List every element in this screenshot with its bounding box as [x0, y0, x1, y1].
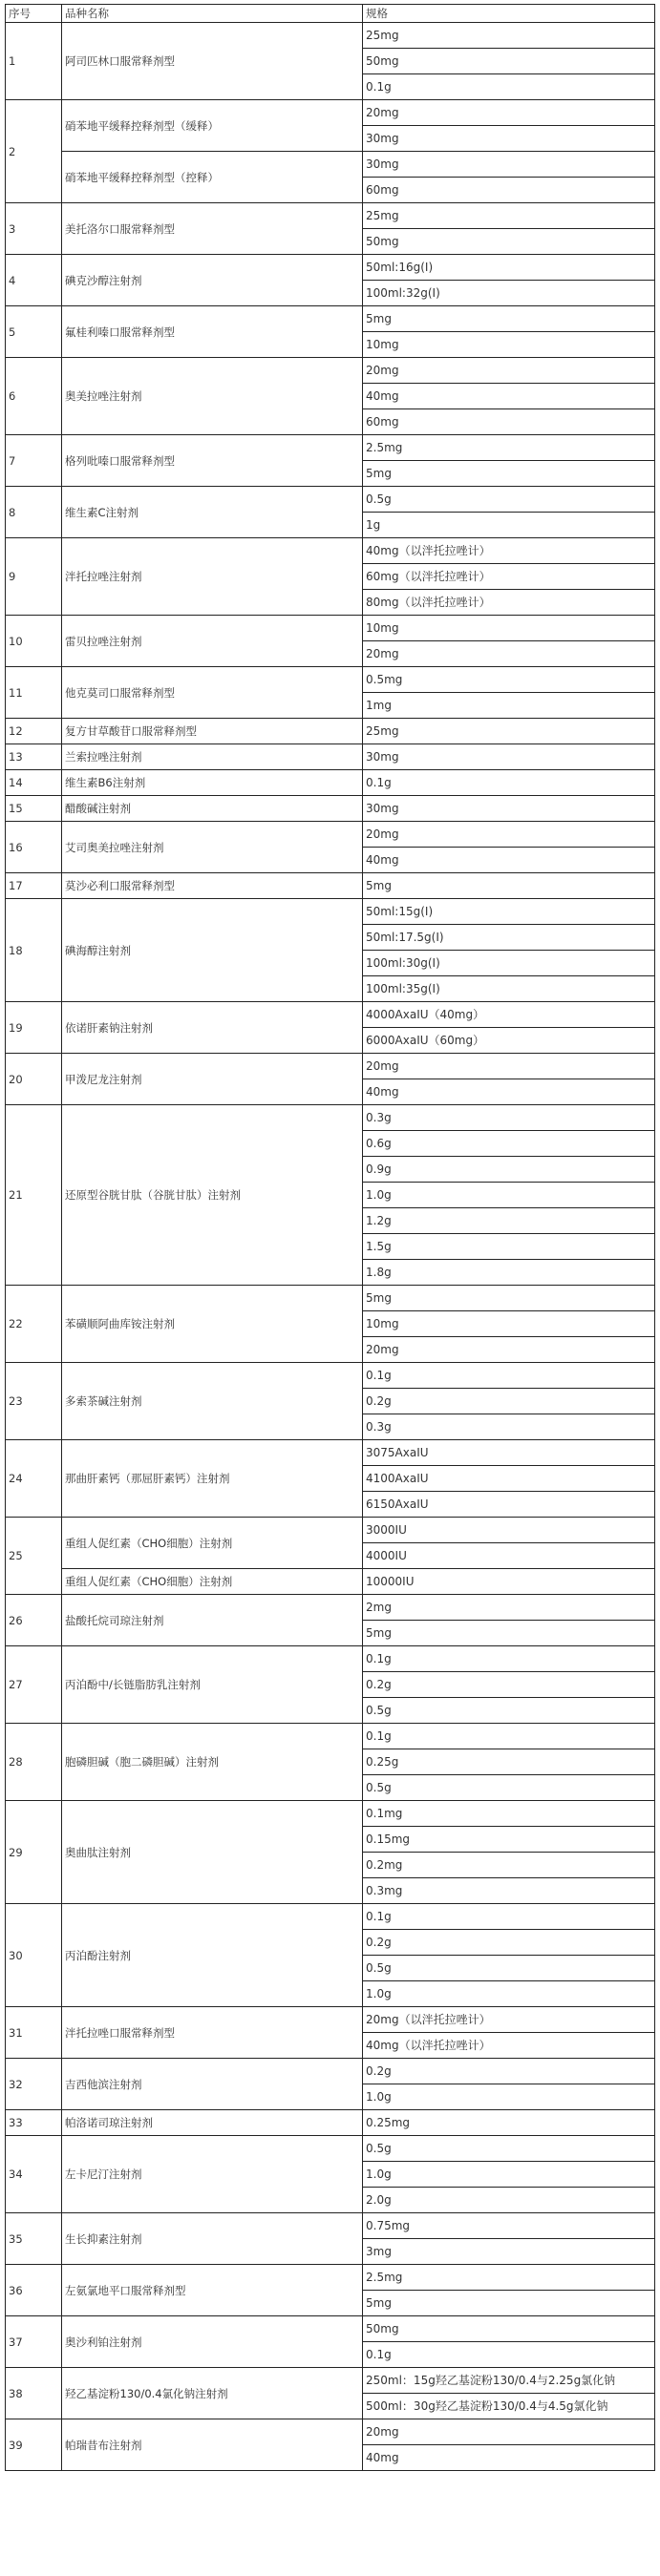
drug-name: 艾司奥美拉唑注射剂	[62, 822, 363, 873]
drug-name: 硝苯地平缓释控释剂型（控释）	[62, 152, 363, 203]
row-number: 32	[6, 2059, 62, 2110]
drug-spec: 10mg	[363, 1311, 655, 1337]
drug-name: 醋酸碱注射剂	[62, 796, 363, 822]
row-number: 11	[6, 667, 62, 719]
drug-spec: 10mg	[363, 616, 655, 641]
drug-spec: 1.2g	[363, 1208, 655, 1234]
row-number: 2	[6, 100, 62, 203]
table-row	[6, 435, 655, 461]
drug-spec: 0.5mg	[363, 667, 655, 693]
row-number: 7	[6, 435, 62, 487]
drug-name: 胞磷胆碱（胞二磷胆碱）注射剂	[62, 1724, 363, 1801]
row-number: 38	[6, 2368, 62, 2419]
drug-name: 奥沙利铂注射剂	[62, 2316, 363, 2368]
table-row	[6, 1904, 655, 1930]
drug-name: 吉西他滨注射剂	[62, 2059, 363, 2110]
row-number: 30	[6, 1904, 62, 2007]
drug-name: 硝苯地平缓释控释剂型（缓释）	[62, 100, 363, 152]
drug-spec: 0.5g	[363, 1775, 655, 1801]
drug-spec: 0.6g	[363, 1131, 655, 1157]
drug-spec: 1.0g	[363, 1981, 655, 2007]
row-number: 17	[6, 873, 62, 899]
table-row	[6, 616, 655, 641]
row-number: 10	[6, 616, 62, 667]
drug-name: 莫沙必利口服常释剂型	[62, 873, 363, 899]
drug-spec: 50mg	[363, 49, 655, 74]
drug-spec: 20mg	[363, 2419, 655, 2445]
row-number: 8	[6, 487, 62, 538]
row-number: 29	[6, 1801, 62, 1904]
drug-name: 奥曲肽注射剂	[62, 1801, 363, 1904]
drug-spec: 1mg	[363, 693, 655, 719]
drug-name: 依诺肝素钠注射剂	[62, 1002, 363, 1054]
drug-spec: 80mg（以泮托拉唑计）	[363, 590, 655, 616]
drug-name: 兰索拉唑注射剂	[62, 744, 363, 770]
drug-spec: 60mg（以泮托拉唑计）	[363, 564, 655, 590]
table-row	[6, 487, 655, 513]
table-row	[6, 2419, 655, 2445]
drug-spec: 40mg	[363, 848, 655, 873]
table-row	[6, 1595, 655, 1621]
table-row	[6, 255, 655, 281]
header-spec: 规格	[363, 5, 655, 23]
drug-name: 阿司匹林口服常释剂型	[62, 23, 363, 100]
drug-spec: 0.2g	[363, 1389, 655, 1414]
row-number: 27	[6, 1646, 62, 1724]
table-row	[6, 538, 655, 564]
table-row	[6, 203, 655, 229]
drug-spec: 0.1g	[363, 2342, 655, 2368]
drug-spec: 25mg	[363, 23, 655, 49]
table-row	[6, 1286, 655, 1311]
table-row	[6, 796, 655, 822]
drug-name: 重组人促红素（CHO细胞）注射剂	[62, 1569, 363, 1595]
drug-name: 美托洛尔口服常释剂型	[62, 203, 363, 255]
table-row	[6, 770, 655, 796]
table-row	[6, 1724, 655, 1749]
header-name: 品种名称	[62, 5, 363, 23]
drug-spec: 0.2mg	[363, 1853, 655, 1878]
drug-spec: 3075AxaIU	[363, 1440, 655, 1466]
drug-spec: 30mg	[363, 796, 655, 822]
drug-spec: 0.1g	[363, 1363, 655, 1389]
row-number: 28	[6, 1724, 62, 1801]
table-row	[6, 100, 655, 126]
table-row	[6, 1801, 655, 1827]
row-number: 33	[6, 2110, 62, 2136]
drug-spec: 50mg	[363, 2316, 655, 2342]
drug-spec: 1.0g	[363, 2084, 655, 2110]
drug-spec: 0.9g	[363, 1157, 655, 1183]
drug-spec: 50ml:15g(I)	[363, 899, 655, 925]
drug-spec: 0.15mg	[363, 1827, 655, 1853]
drug-spec: 60mg	[363, 409, 655, 435]
drug-spec: 0.1mg	[363, 1801, 655, 1827]
drug-name: 还原型谷胱甘肽（谷胱甘肽）注射剂	[62, 1105, 363, 1286]
row-number: 4	[6, 255, 62, 306]
table-row	[6, 23, 655, 49]
table-row	[6, 2265, 655, 2291]
drug-spec: 40mg	[363, 2445, 655, 2471]
drug-name: 复方甘草酸苷口服常释剂型	[62, 719, 363, 744]
drug-name: 甲泼尼龙注射剂	[62, 1054, 363, 1105]
drug-name: 维生素C注射剂	[62, 487, 363, 538]
table-row	[6, 2136, 655, 2162]
row-number: 20	[6, 1054, 62, 1105]
drug-spec: 1g	[363, 513, 655, 538]
drug-name: 那曲肝素钙（那屈肝素钙）注射剂	[62, 1440, 363, 1518]
drug-spec: 4100AxaIU	[363, 1466, 655, 1492]
table-row	[6, 1002, 655, 1028]
table-row	[6, 1646, 655, 1672]
row-number: 39	[6, 2419, 62, 2471]
row-number: 37	[6, 2316, 62, 2368]
drug-name: 重组人促红素（CHO细胞）注射剂	[62, 1518, 363, 1569]
drug-spec: 25mg	[363, 203, 655, 229]
drug-spec: 250ml：15g羟乙基淀粉130/0.4与2.25g氯化钠	[363, 2368, 655, 2394]
drug-name: 泮托拉唑口服常释剂型	[62, 2007, 363, 2059]
drug-name: 多索茶碱注射剂	[62, 1363, 363, 1440]
drug-name: 氟桂利嗪口服常释剂型	[62, 306, 363, 358]
drug-spec: 30mg	[363, 744, 655, 770]
drug-spec: 0.1g	[363, 770, 655, 796]
table-row	[6, 667, 655, 693]
drug-spec: 0.5g	[363, 1698, 655, 1724]
drug-spec: 0.5g	[363, 487, 655, 513]
drug-spec: 0.2g	[363, 2059, 655, 2084]
table-row	[6, 2368, 655, 2394]
drug-spec: 0.25mg	[363, 2110, 655, 2136]
table-row	[6, 2110, 655, 2136]
row-number: 31	[6, 2007, 62, 2059]
table-row	[6, 899, 655, 925]
table-row	[6, 2213, 655, 2239]
table-row	[6, 744, 655, 770]
row-number: 26	[6, 1595, 62, 1646]
row-number: 19	[6, 1002, 62, 1054]
row-number: 9	[6, 538, 62, 616]
table-row	[6, 1054, 655, 1079]
drug-name: 奥美拉唑注射剂	[62, 358, 363, 435]
drug-spec: 0.5g	[363, 2136, 655, 2162]
row-number: 36	[6, 2265, 62, 2316]
row-number: 34	[6, 2136, 62, 2213]
drug-spec: 0.2g	[363, 1930, 655, 1956]
drug-spec: 0.5g	[363, 1956, 655, 1981]
drug-spec: 40mg（以泮托拉唑计）	[363, 538, 655, 564]
table-row	[6, 1569, 655, 1595]
row-number: 15	[6, 796, 62, 822]
table-row	[6, 2316, 655, 2342]
row-number: 18	[6, 899, 62, 1002]
drug-spec: 500ml：30g羟乙基淀粉130/0.4与4.5g氯化钠	[363, 2394, 655, 2419]
row-number: 5	[6, 306, 62, 358]
drug-spec: 3mg	[363, 2239, 655, 2265]
drug-spec: 10mg	[363, 332, 655, 358]
drug-name: 丙泊酚中/长链脂肪乳注射剂	[62, 1646, 363, 1724]
drug-spec: 0.3g	[363, 1414, 655, 1440]
drug-name: 帕瑞昔布注射剂	[62, 2419, 363, 2471]
drug-name: 碘克沙醇注射剂	[62, 255, 363, 306]
drug-spec: 60mg	[363, 178, 655, 203]
row-number: 35	[6, 2213, 62, 2265]
drug-spec: 5mg	[363, 873, 655, 899]
drug-name: 格列吡嗪口服常释剂型	[62, 435, 363, 487]
row-number: 13	[6, 744, 62, 770]
drug-spec: 0.1g	[363, 1904, 655, 1930]
table-row	[6, 822, 655, 848]
row-number: 12	[6, 719, 62, 744]
drug-spec: 1.0g	[363, 1183, 655, 1208]
drug-name: 维生素B6注射剂	[62, 770, 363, 796]
drug-spec: 1.5g	[363, 1234, 655, 1260]
drug-spec: 0.1g	[363, 74, 655, 100]
drug-spec: 2.0g	[363, 2188, 655, 2213]
drug-spec: 0.1g	[363, 1646, 655, 1672]
row-number: 6	[6, 358, 62, 435]
row-number: 16	[6, 822, 62, 873]
drug-name: 生长抑素注射剂	[62, 2213, 363, 2265]
table-row	[6, 1518, 655, 1543]
table-row	[6, 152, 655, 178]
drug-name: 帕洛诺司琼注射剂	[62, 2110, 363, 2136]
drug-spec: 40mg	[363, 384, 655, 409]
drug-name: 碘海醇注射剂	[62, 899, 363, 1002]
drug-spec: 10000IU	[363, 1569, 655, 1595]
row-number: 24	[6, 1440, 62, 1518]
drug-name: 雷贝拉唑注射剂	[62, 616, 363, 667]
drug-spec: 20mg	[363, 1054, 655, 1079]
table-row	[6, 1105, 655, 1131]
drug-spec: 30mg	[363, 126, 655, 152]
drug-name: 盐酸托烷司琼注射剂	[62, 1595, 363, 1646]
drug-spec: 0.1g	[363, 1724, 655, 1749]
drug-spec: 5mg	[363, 461, 655, 487]
drug-spec: 20mg	[363, 358, 655, 384]
table-body	[6, 5, 655, 2471]
drug-spec: 5mg	[363, 306, 655, 332]
drug-spec: 100ml:32g(I)	[363, 281, 655, 306]
drug-name: 左卡尼汀注射剂	[62, 2136, 363, 2213]
table-row	[6, 358, 655, 384]
drug-spec: 0.25g	[363, 1749, 655, 1775]
row-number: 21	[6, 1105, 62, 1286]
drug-spec: 100ml:35g(I)	[363, 976, 655, 1002]
table-row	[6, 1440, 655, 1466]
drug-name: 苯磺顺阿曲库铵注射剂	[62, 1286, 363, 1363]
drug-spec: 30mg	[363, 152, 655, 178]
drug-name: 丙泊酚注射剂	[62, 1904, 363, 2007]
drug-spec: 40mg	[363, 1079, 655, 1105]
header-row	[6, 5, 655, 23]
drug-spec: 5mg	[363, 2291, 655, 2316]
drug-spec: 4000IU	[363, 1543, 655, 1569]
drug-spec: 50ml:16g(I)	[363, 255, 655, 281]
drug-spec: 0.2g	[363, 1672, 655, 1698]
drug-spec: 3000IU	[363, 1518, 655, 1543]
drug-spec: 6000AxaIU（60mg）	[363, 1028, 655, 1054]
row-number: 25	[6, 1518, 62, 1595]
drug-spec: 2.5mg	[363, 435, 655, 461]
drug-spec: 20mg	[363, 1337, 655, 1363]
table-row	[6, 719, 655, 744]
drug-spec: 100ml:30g(I)	[363, 951, 655, 976]
row-number: 1	[6, 23, 62, 100]
drug-spec: 4000AxaIU（40mg）	[363, 1002, 655, 1028]
drug-spec: 1.8g	[363, 1260, 655, 1286]
drug-name: 他克莫司口服常释剂型	[62, 667, 363, 719]
table-row	[6, 1363, 655, 1389]
drug-spec: 20mg（以泮托拉唑计）	[363, 2007, 655, 2033]
drug-spec: 20mg	[363, 100, 655, 126]
row-number: 3	[6, 203, 62, 255]
drug-spec-table	[5, 4, 655, 2471]
table-row	[6, 2007, 655, 2033]
drug-spec: 0.3g	[363, 1105, 655, 1131]
table-row	[6, 2059, 655, 2084]
header-no: 序号	[6, 5, 62, 23]
row-number: 23	[6, 1363, 62, 1440]
drug-spec: 50ml:17.5g(I)	[363, 925, 655, 951]
drug-name: 泮托拉唑注射剂	[62, 538, 363, 616]
drug-spec: 2.5mg	[363, 2265, 655, 2291]
drug-spec: 0.75mg	[363, 2213, 655, 2239]
table-row	[6, 306, 655, 332]
drug-name: 左氨氯地平口服常释剂型	[62, 2265, 363, 2316]
drug-spec: 0.3mg	[363, 1878, 655, 1904]
drug-spec: 50mg	[363, 229, 655, 255]
table-row	[6, 873, 655, 899]
drug-spec: 20mg	[363, 822, 655, 848]
drug-spec: 25mg	[363, 719, 655, 744]
drug-name: 羟乙基淀粉130/0.4氯化钠注射剂	[62, 2368, 363, 2419]
drug-spec: 5mg	[363, 1286, 655, 1311]
drug-spec: 6150AxaIU	[363, 1492, 655, 1518]
drug-spec: 5mg	[363, 1621, 655, 1646]
drug-spec: 1.0g	[363, 2162, 655, 2188]
drug-spec: 40mg（以泮托拉唑计）	[363, 2033, 655, 2059]
row-number: 22	[6, 1286, 62, 1363]
drug-spec: 20mg	[363, 641, 655, 667]
drug-spec: 2mg	[363, 1595, 655, 1621]
row-number: 14	[6, 770, 62, 796]
